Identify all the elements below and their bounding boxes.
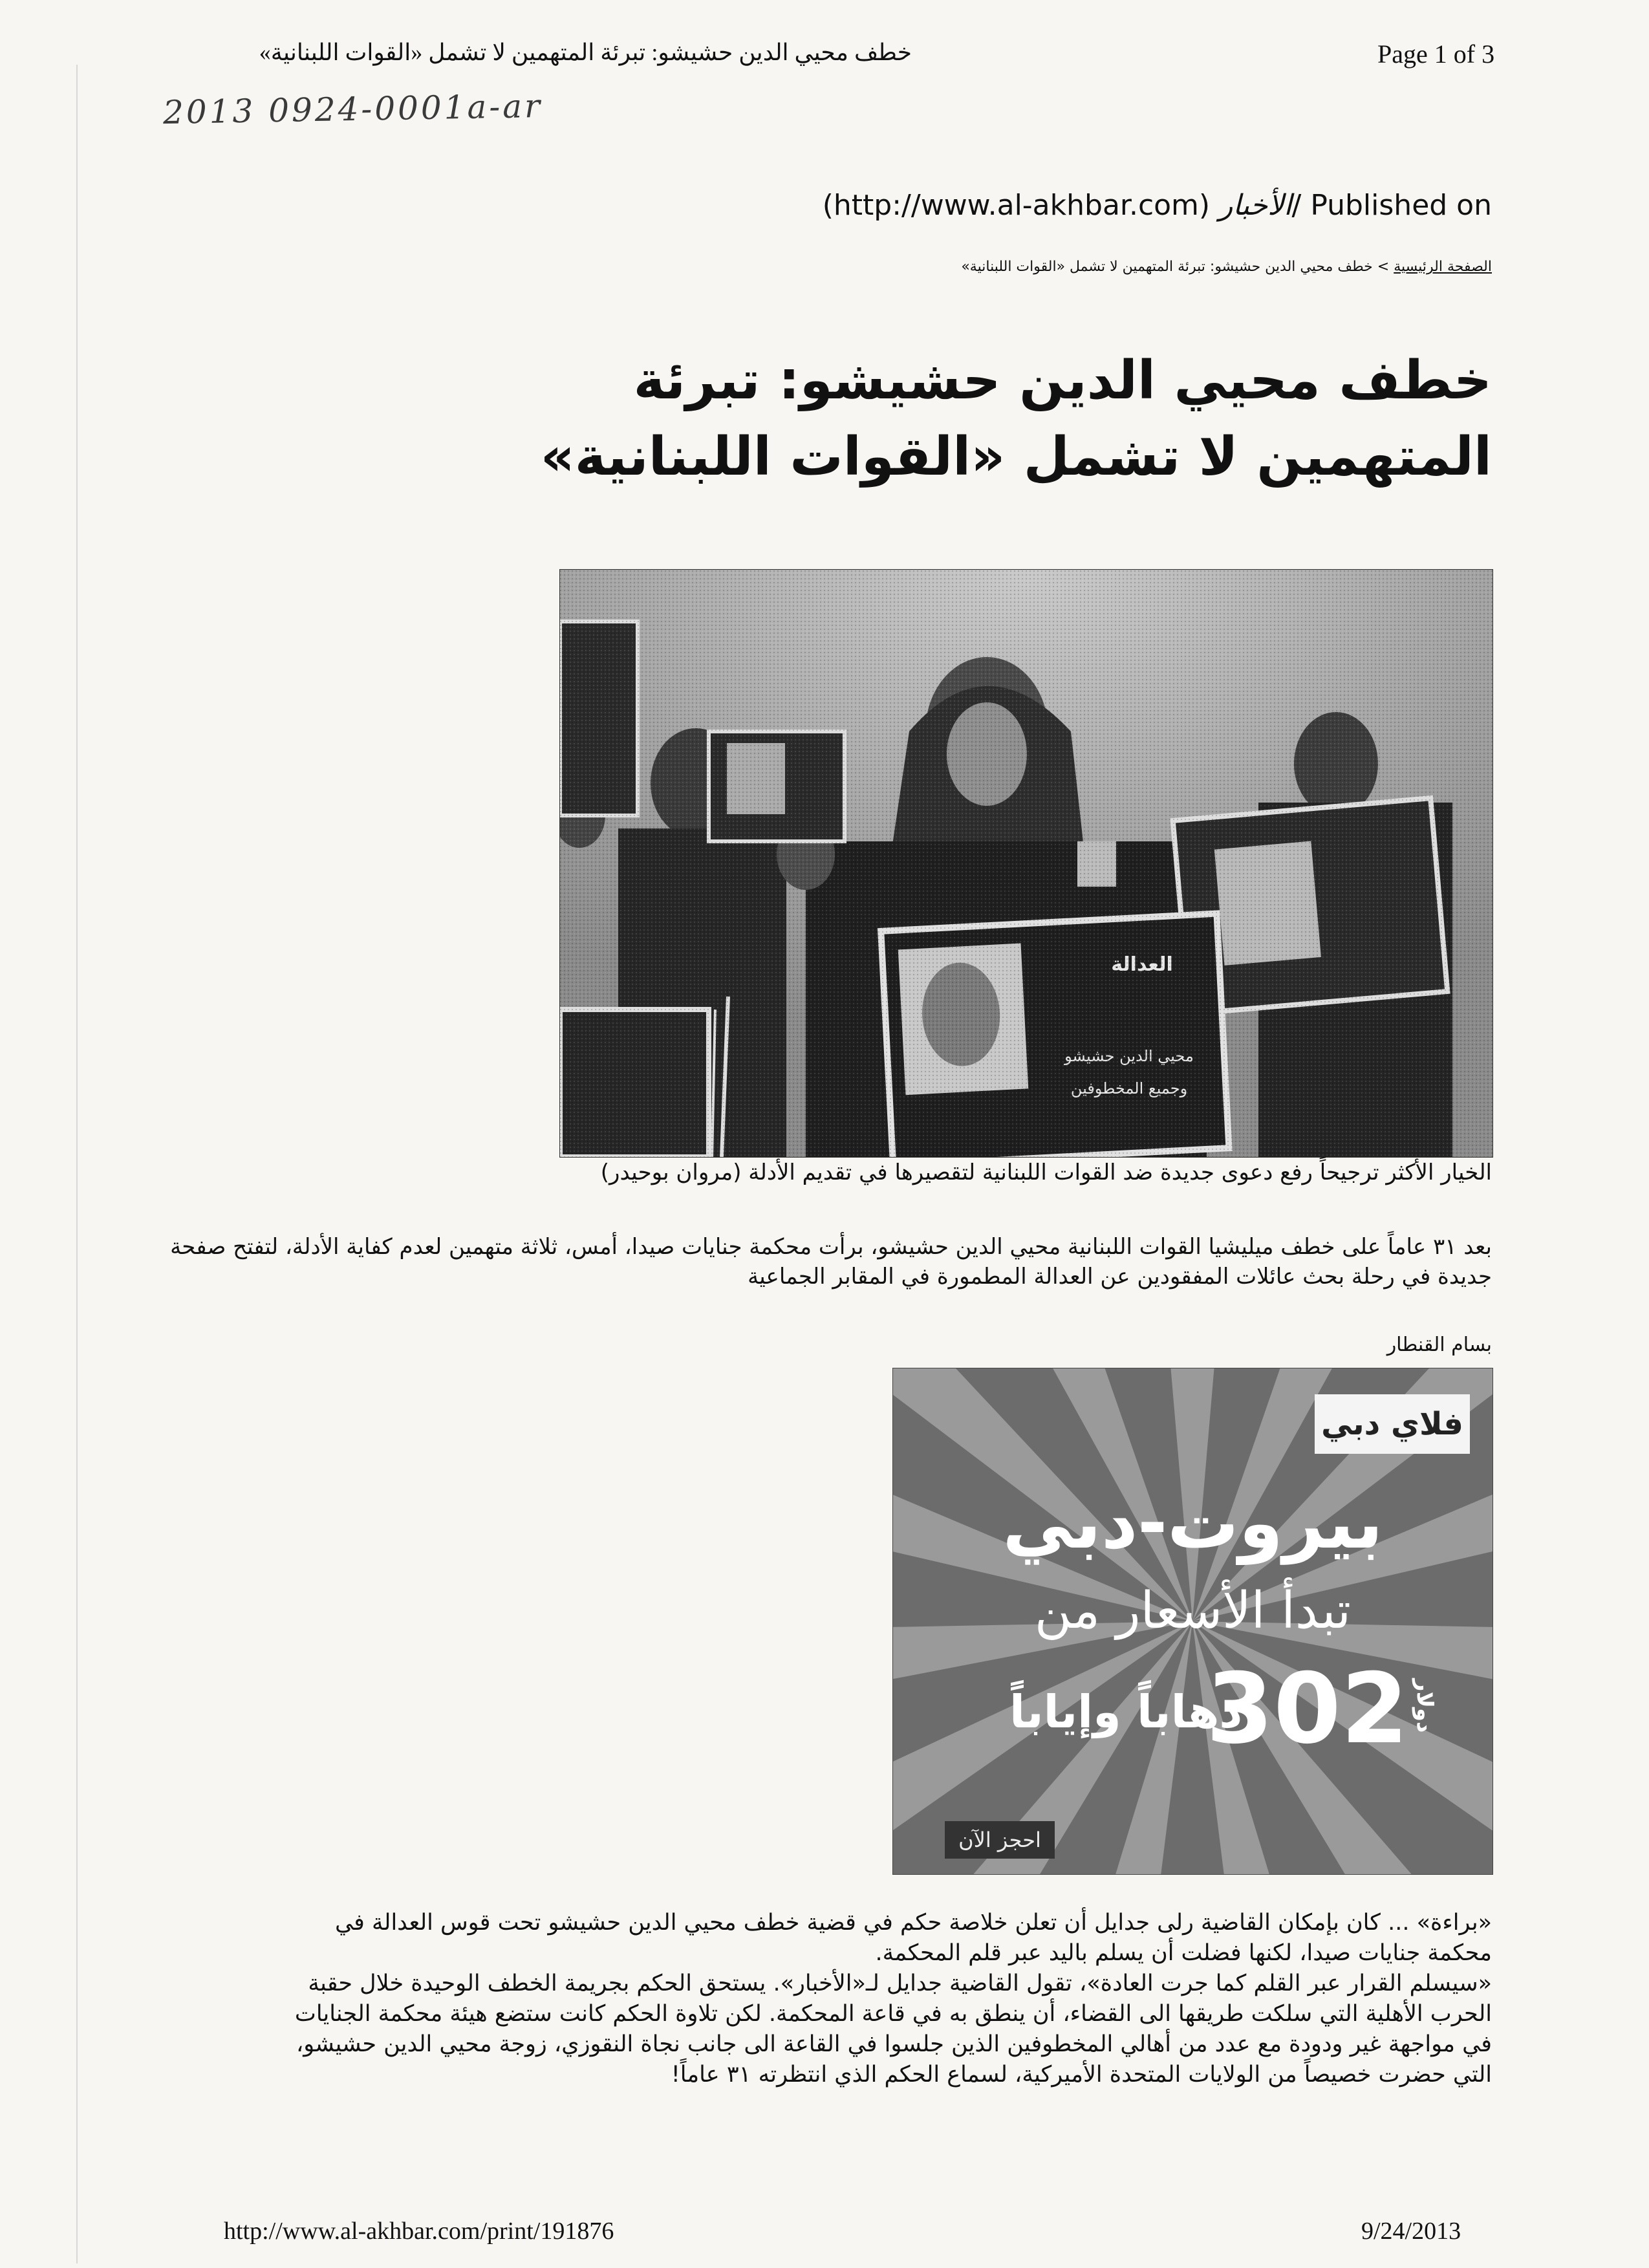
print-header-title: خطف محيي الدين حشيشو: تبرئة المتهمين لا تشمل «القوات اللبنانية» xyxy=(259,39,912,65)
published-on-line: (http://www.al-akhbar.com) الأخبار/ Published on xyxy=(822,189,1492,222)
source-url-link[interactable]: (http://www.al-akhbar.com) xyxy=(822,189,1211,222)
article-photo xyxy=(559,569,1493,1158)
footer-print-date: 9/24/2013 xyxy=(1361,2218,1461,2245)
ad-currency: دولار xyxy=(1412,1679,1438,1733)
breadcrumb xyxy=(961,259,1492,275)
source-name: الأخبار xyxy=(1219,189,1292,222)
body-paragraph-2: «سيسلم القرار عبر القلم كما جرت العادة»، تقول القاضية جدايل لـ«الأخبار». يستحق الحكم بجريمة الخطف الوحيدة خلال حقبة الحرب الأهلية التي سلكت طريقها الى القضاء، أن ينطق به في قاعة المحكمة. لكن تلاوة الحكم كانت ستضع هيئة محكمة الجنايات في مواجهة غير ودودة مع عدد من أهالي المخطوفين الذين جلسوا في القاعة الى جانب نجاة النقوزي، زوجة محيي الدين حشيشو، التي حضرت خصيصاً من الولايات المتحدة الأميركية، لسماع الحكم الذي انتظرته ٣١ عاماً! xyxy=(294,1971,1492,2088)
page-indicator: Page 1 of 3 xyxy=(1377,39,1495,69)
ad-route: بيروت-دبي xyxy=(1002,1482,1383,1564)
article-headline: خطف محيي الدين حشيشو: تبرئة المتهمين لا تشمل «القوات اللبنانية» xyxy=(540,350,1492,488)
ad-prices-from: تبدأ الأسعار من xyxy=(1034,1582,1352,1640)
published-prefix: Published on xyxy=(1310,189,1492,222)
article-body xyxy=(283,1908,1492,2090)
photo-caption: الخيار الأكثر ترجيحاً رفع دعوى جديدة ضد القوات اللبنانية لتقصيرها في تقديم الأدلة (مروان بوحيدر) xyxy=(600,1160,1492,1185)
body-paragraph-1: «براءة» ... كان بإمكان القاضية رلى جدايل أن تعلن خلاصة حكم في قضية خطف محيي الدين حشيشو تحت قوس العدالة في محكمة جنايات صيدا، لكنها فضلت أن يسلم باليد عبر قلم المحكمة. xyxy=(335,1910,1492,1966)
footer-print-url[interactable]: http://www.al-akhbar.com/print/191876 xyxy=(224,2218,614,2245)
article-byline: بسام القنطار xyxy=(1386,1334,1492,1356)
advertisement-banner[interactable] xyxy=(892,1368,1493,1875)
protest-photo-illustration xyxy=(560,570,1493,1157)
handwritten-reference-note: 2013 0924-0001a-ar xyxy=(162,87,543,132)
scan-margin-line xyxy=(76,65,78,2263)
ad-price: 302 xyxy=(1205,1653,1408,1766)
breadcrumb-separator: > xyxy=(1377,259,1390,275)
ad-roundtrip: ذهاباً وإياباً xyxy=(1009,1685,1243,1738)
ad-brand-logo: فلاي دبي xyxy=(1315,1394,1470,1454)
breadcrumb-home-link[interactable]: الصفحة الرئيسية xyxy=(1394,259,1492,275)
breadcrumb-current: خطف محيي الدين حشيشو: تبرئة المتهمين لا تشمل «القوات اللبنانية» xyxy=(961,259,1373,275)
article-lead: بعد ٣١ عاماً على خطف ميليشيا القوات اللبنانية محيي الدين حشيشو، برأت محكمة جنايات صيدا، أمس، ثلاثة متهمين لعدم كفاية الأدلة، لتفتح صفحة جديدة في رحلة بحث عائلات المفقودين عن العدالة المطمورة في المقابر الجماعية xyxy=(170,1234,1492,1290)
ad-book-now-button[interactable]: احجز الآن xyxy=(945,1821,1055,1859)
